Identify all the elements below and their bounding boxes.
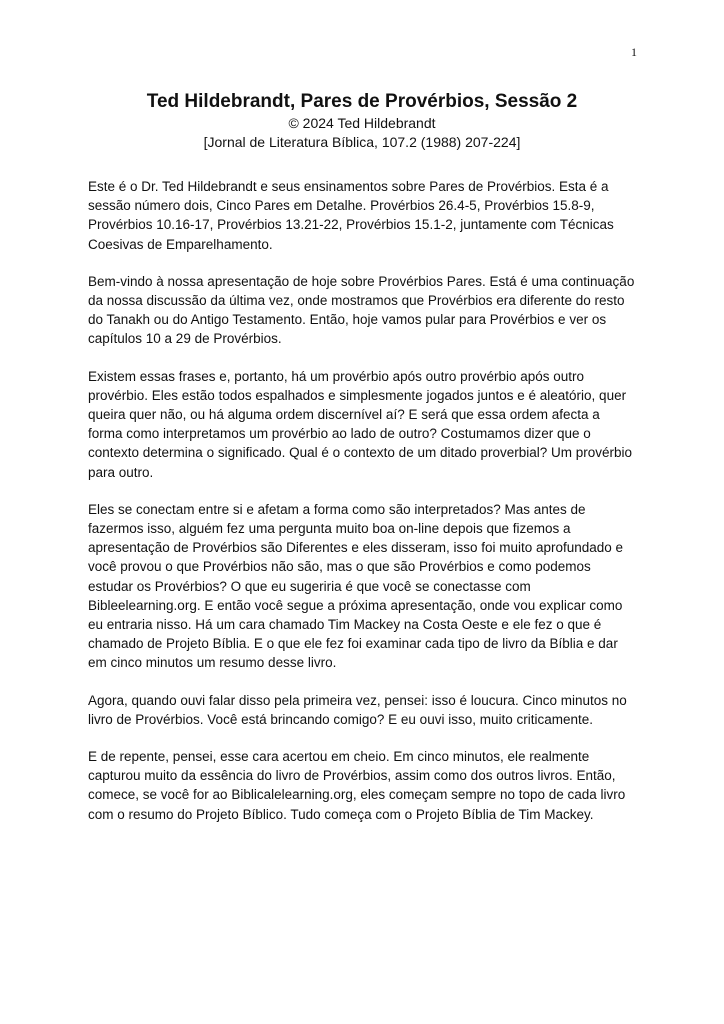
page-number: 1: [631, 45, 637, 59]
paragraph-first-impression: Agora, quando ouvi falar disso pela primeira vez, pensei: isso é loucura. Cinco minutos no livro de Provérbios. Você está brincando comigo? E eu ouvi isso, muito criticamente.: [88, 692, 627, 727]
document-header: [88, 90, 636, 152]
paragraph-welcome: Bem-vindo à nossa apresentação de hoje sobre Provérbios Pares. Está é uma continuação da nossa discussão da última vez, onde mostramos que Provérbios era diferente do resto do Tanakh ou do Antigo Testamento. Então, hoje vamos pular para Provérbios e ver os capítulos 10 a 29 de Provérbios.: [88, 273, 635, 347]
paragraph-conclusion: E de repente, pensei, esse cara acertou em cheio. Em cinco minutos, ele realmente capturou muito da essência do livro de Provérbios, assim como dos outros livros. Então, comece, se você for ao Biblicalelearning.org, eles começam sempre no topo de cada livro com o resumo do Projeto Bíblico. Tudo começa com o Projeto Bíblia de Tim Mackey.: [88, 749, 626, 822]
copyright-line: © 2024 Ted Hildebrandt: [288, 115, 436, 131]
document-body: [88, 177, 638, 842]
journal-citation: [Jornal de Literatura Bíblica, 107.2 (1988) 207-224]: [203, 134, 521, 150]
document-title: Ted Hildebrandt, Pares de Provérbios, Sessão 2: [146, 91, 578, 112]
paragraph-intro: Este é o Dr. Ted Hildebrandt e seus ensinamentos sobre Pares de Provérbios. Esta é a sessão número dois, Cinco Pares em Detalhe. Provérbios 26.4-5, Provérbios 15.8-9, Provérbios 10.16-17, Provérbios 13.21-22, Provérbios 15.1-2, juntamente com Técnicas Coesivas de Emparelhamento.: [88, 179, 614, 252]
paragraph-bible-project: Eles se conectam entre si e afetam a forma como são interpretados? Mas antes de fazermos isso, alguém fez uma pergunta muito boa on-line depois que fizemos a apresentação de Provérbios são Diferentes e eles disseram, isso foi muito aprofundado e você provou o que Provérbios não são, mas o que são Provérbios e como podemos estudar os Provérbios? O que eu sugeriria é que você se conectasse com Bibleelearning.org. E então você segue a próxima apresentação, onde vou explicar como eu entraria nisso. Há um cara chamado Tim Mackey na Costa Oeste e ele fez o que é chamado de Projeto Bíblia. E o que ele fez foi examinar cada tipo de livro da Bíblia e dar em cinco minutos um resumo desse livro.: [88, 501, 624, 671]
paragraph-proverb-order: Existem essas frases e, portanto, há um provérbio após outro provérbio após outro provérbio. Eles estão todos espalhados e simplesmente jogados juntos e é aleatório, quer queira quer não, ou há alguma ordem discernível aí? E será que essa ordem afecta a forma como interpretamos um provérbio ao lado de outro? Costumamos dizer que o contexto determina o significado. Qual é o contexto de um ditado proverbial? Um provérbio para outro.: [88, 368, 633, 480]
